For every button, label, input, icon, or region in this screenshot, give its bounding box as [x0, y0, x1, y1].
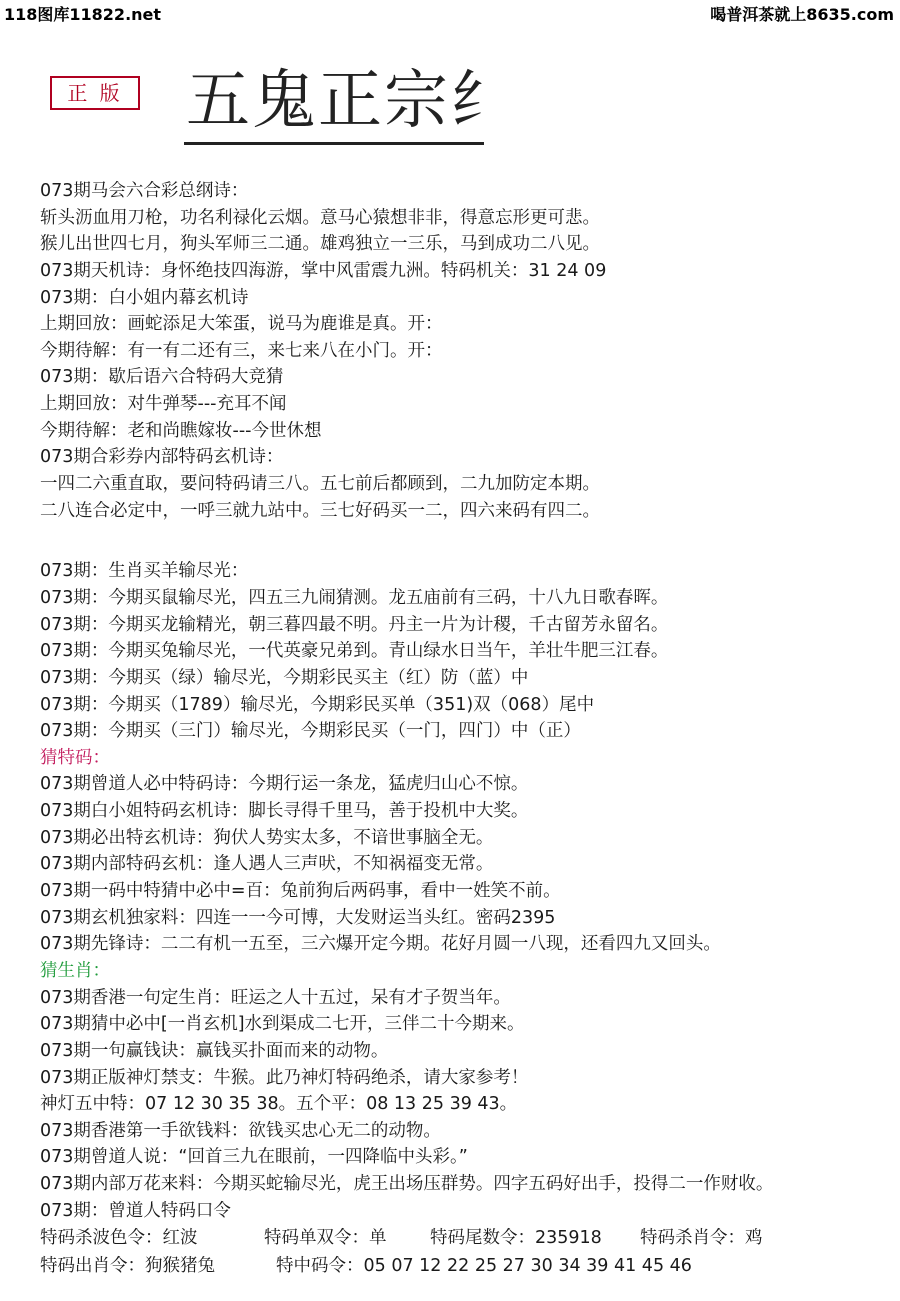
text-line: 073期香港一句定生肖：旺运之人十五过，呆有才子贺当年。 [40, 987, 511, 1008]
text-line: 073期正版神灯禁支：牛猴。此乃神灯特码绝杀，请大家参考！ [40, 1067, 529, 1088]
text-line: 073期：歇后语六合特码大竞猜 [40, 367, 284, 388]
text-line: 上期回放：画蛇添足大笨蛋，说马为鹿谁是真。开： [40, 314, 443, 335]
text-line: 073期香港第一手欲钱料：欲钱买忠心无二的动物。 [40, 1120, 441, 1141]
order-item: 特码杀波色令：红波 [40, 1228, 198, 1249]
text-line: 073期猜中必中[一肖玄机]水到渠成二七开，三伴二十今期来。 [40, 1014, 525, 1035]
text-line [40, 524, 890, 558]
text-line: 073期：今期买鼠输尽光，四五三九闹猜测。龙五庙前有三码，十八九日歌春晖。 [40, 587, 669, 608]
text-line: 073期一句赢钱诀：赢钱买扑面而来的动物。 [40, 1040, 389, 1061]
section-heading: 猜生肖： [40, 960, 110, 981]
order-item: 特码尾数令：235918 [430, 1228, 602, 1249]
text-line: 073期：今期买（三门）输尽光，今期彩民买（一门，四门）中（正） [40, 721, 581, 742]
order-item: 特中码令：05 07 12 22 25 27 30 34 39 41 45 46 [276, 1256, 692, 1277]
text-line: 猴儿出世四七月，狗头军师三二通。雄鸡独立一三乐，马到成功二八见。 [40, 234, 600, 255]
text-line: 073期曾道人必中特码诗：今期行运一条龙，猛虎归山心不惊。 [40, 774, 529, 795]
text-line: 073期一码中特猜中必中=百：兔前狗后两码事，看中一姓笑不前。 [40, 881, 561, 902]
section-heading: 猜特码： [40, 747, 110, 768]
text-line: 073期先锋诗：二二有机一五至，三六爆开定今期。花好月圆一八现，还看四九又回头。 [40, 934, 721, 955]
text-line: 073期内部特码玄机：逢人遇人三声吠，不知祸福变无常。 [40, 854, 494, 875]
text-lines [40, 178, 890, 1224]
header-left-site: 118图库11822.net [4, 5, 162, 24]
text-line: 斩头沥血用刀枪，功名利禄化云烟。意马心猿想非非，得意忘形更可悲。 [40, 207, 600, 228]
text-line: 073期：今期买龙输精光，朝三暮四最不明。丹主一片为计稷，千古留芳永留名。 [40, 614, 669, 635]
text-line: 073期内部万花来料：今期买蛇输尽光，虎王出场压群势。四字五码好出手，投得二一作财收。 [40, 1174, 774, 1195]
header-right-site: 喝普洱茶就上8635.com [710, 5, 894, 24]
text-line: 073期：曾道人特码口令 [40, 1200, 231, 1221]
text-line: 一四二六重直取，要问特码请三八。五七前后都顾到，二九加防定本期。 [40, 474, 600, 495]
text-line: 073期天机诗：身怀绝技四海游，掌中风雷震九洲。特码机关：31 24 09 [40, 260, 607, 281]
title-underline [184, 142, 484, 145]
text-line: 073期玄机独家料：四连一一今可博，大发财运当头红。密码2395 [40, 907, 556, 928]
text-line: 073期曾道人说：“回首三九在眼前，一四降临中头彩。” [40, 1147, 468, 1168]
edition-badge: 正 版 [50, 76, 140, 110]
text-line: 073期马会六合彩总纲诗： [40, 181, 249, 201]
text-line: 073期：今期买（绿）输尽光，今期彩民买主（红）防（蓝）中 [40, 667, 529, 688]
order-item: 特码杀肖令：鸡 [640, 1228, 763, 1249]
text-line: 073期：今期买兔输尽光，一代英豪兄弟到。青山绿水日当午，羊壮牛肥三江春。 [40, 641, 669, 662]
text-line: 上期回放：对牛弹琴---充耳不闻 [40, 394, 287, 415]
content-body [40, 178, 890, 1280]
text-line: 今期待解：有一有二还有三，来七来八在小门。开： [40, 340, 443, 361]
text-line: 073期：今期买（1789）输尽光，今期彩民买单（351)双（068）尾中 [40, 694, 595, 715]
text-line: 二八连合必定中，一呼三就九站中。三七好码买一二，四六来码有四二。 [40, 500, 600, 521]
text-line: 073期白小姐特码玄机诗：脚长寻得千里马，善于投机中大奖。 [40, 801, 529, 822]
order-item: 特码单双令：单 [264, 1228, 387, 1249]
text-line: 073期合彩券内部特码玄机诗： [40, 447, 284, 468]
text-line: 神灯五中特：07 12 30 35 38。五个平：08 13 25 39 43。 [40, 1094, 518, 1115]
orders-row-2 [40, 1252, 890, 1280]
orders-row-1 [40, 1224, 890, 1252]
page-title: 五鬼正宗纟 [186, 64, 516, 138]
order-item: 特码出肖令：狗猴猪兔 [40, 1256, 215, 1277]
text-line: 073期：生肖买羊输尽光： [40, 561, 249, 582]
site-header [0, 0, 900, 24]
text-line: 073期必出特玄机诗：狗伏人势实太多，不谙世事脑全无。 [40, 827, 494, 848]
text-line: 今期待解：老和尚瞧嫁妆---今世休想 [40, 420, 322, 441]
text-line: 073期：白小姐内幕玄机诗 [40, 287, 249, 308]
